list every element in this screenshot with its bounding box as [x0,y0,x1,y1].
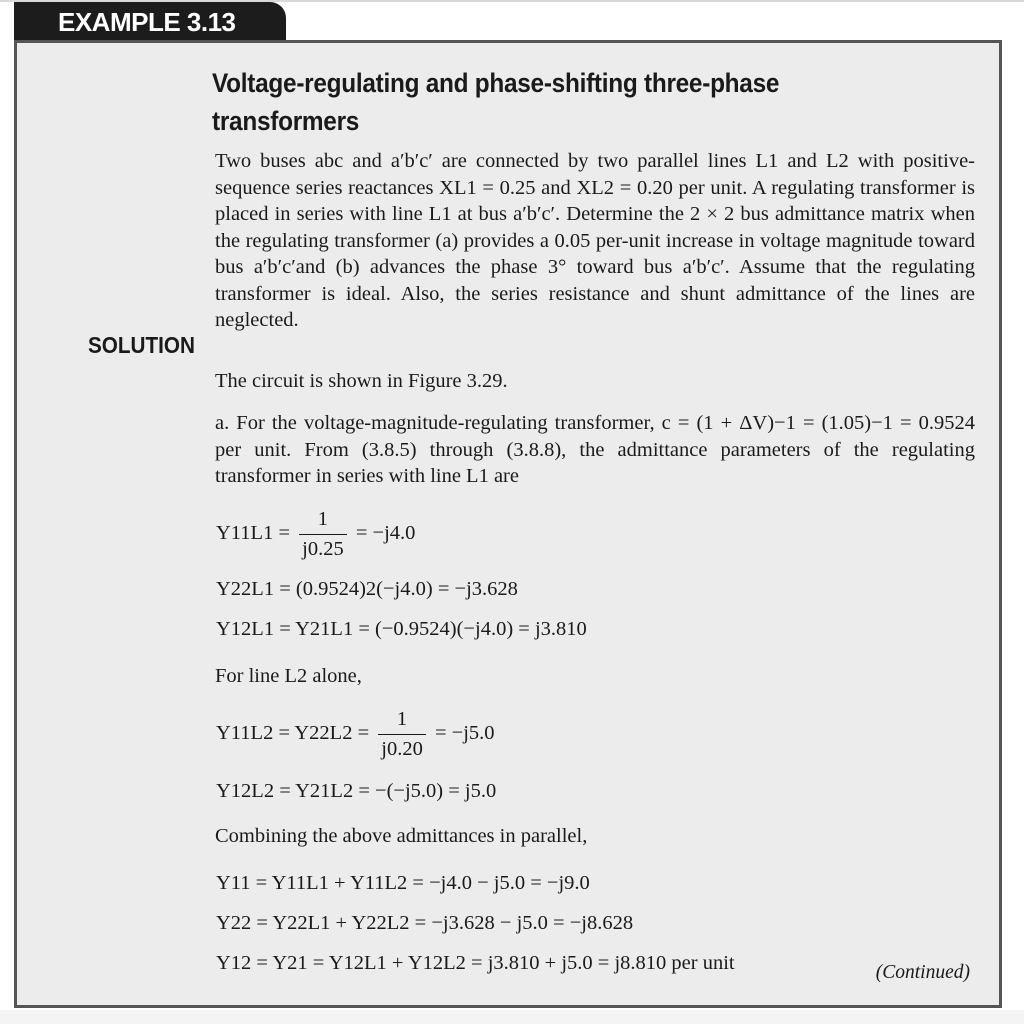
equation-y12: Y12 = Y21 = Y12L1 + Y12L2 = j3.810 + j5.0 = j8.810 per unit [216,952,735,974]
equation-y22l1: Y22L1 = (0.9524)2(−j4.0) = −j3.628 [216,578,518,600]
eq-y11l1-numerator: 1 [299,508,347,535]
equation-y22: Y22 = Y22L1 + Y22L2 = −j3.628 − j5.0 = −j8.628 [216,912,634,934]
eq-y11l2-fraction [378,708,426,761]
equation-y12l2: Y12L2 = Y21L2 = −(−j5.0) = j5.0 [216,780,497,802]
equation-y12l1: Y12L1 = Y21L1 = (−0.9524)(−j4.0) = j3.810 [216,618,587,640]
eq-y11l1-fraction [299,508,347,561]
problem-statement: Two buses abc and a′b′c′ are connected by two parallel lines L1 and L2 with positive-sequence series reactances XL1 = 0.25 and XL2 = 0.20 per unit. A regulating transformer is placed in series with line L1 at bus a′b′c′. Determine the 2 × 2 bus admittance matrix when the regulating transformer (a) provides a 0.05 per-unit increase in voltage magnitude toward bus a′b′c′and (b) advances the phase 3° toward bus a′b′c′. Assume that the regulating transformer is ideal. Also, the series resistance and shunt admittance of the lines are neglected. [215,150,975,331]
line2-intro: For line L2 alone, [215,665,362,687]
eq-y11l1-denominator: j0.25 [302,538,344,560]
eq-y11l2-lhs: Y11L2 = Y22L2 = [216,722,370,745]
solution-heading: SOLUTION [88,332,195,358]
continued-note: (Continued) [875,962,970,983]
eq-y11l2-rhs: = −j5.0 [434,722,495,745]
eq-y11l2-numerator: 1 [378,708,426,735]
eq-y11l2-denominator: j0.20 [381,738,423,760]
solution-part-a: a. For the voltage-magnitude-regulating transformer, c = (1 + ΔV)−1 = (1.05)−1 = 0.9524 per unit. From (3.8.5) through (3.8.8), the admittance parameters of the regulating transformer in series with line L1 are [215,412,975,487]
solution-intro: The circuit is shown in Figure 3.29. [215,370,508,392]
example-label: EXAMPLE 3.13 [14,2,286,42]
eq-y11l1-rhs: = −j4.0 [355,522,416,545]
combining-text: Combining the above admittances in parallel, [215,825,588,847]
equation-y11l2 [216,708,495,761]
equation-y11: Y11 = Y11L1 + Y11L2 = −j4.0 − j5.0 = −j9.0 [216,872,590,894]
bottom-strip [0,1010,1024,1024]
equation-y11l1 [216,508,415,561]
eq-y11l1-lhs: Y11L1 = [216,522,291,545]
example-title: Voltage-regulating and phase-shifting three-phase transformers [212,68,780,136]
